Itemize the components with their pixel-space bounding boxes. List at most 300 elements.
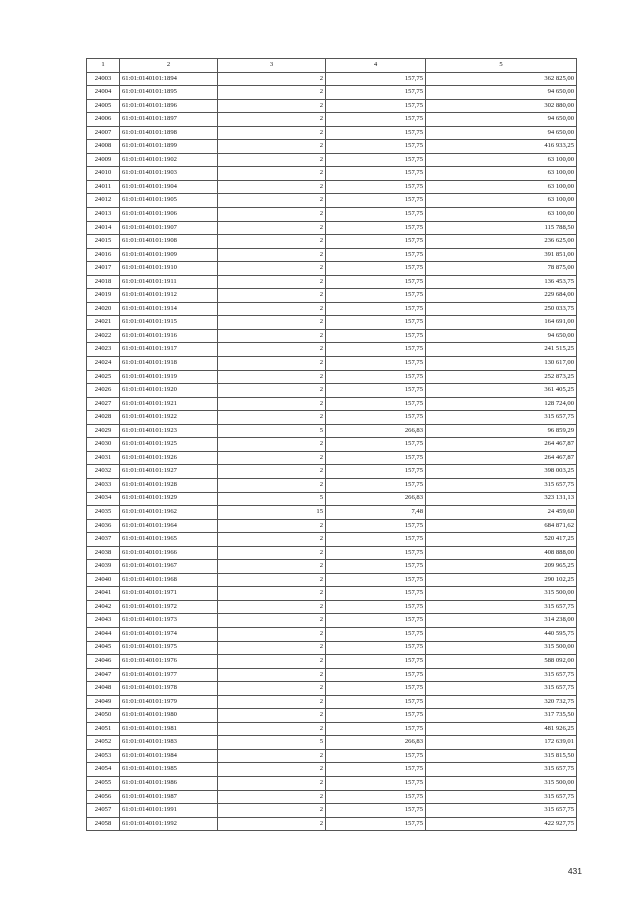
amount-value-cell: 136 453,75: [426, 275, 577, 289]
cadastral-number-cell: 61:01:0140101:1895: [120, 86, 218, 100]
table-row: [87, 343, 577, 357]
cadastral-number-cell: 61:01:0140101:1912: [120, 289, 218, 303]
count-value-cell: 5: [218, 424, 326, 438]
amount-value-cell: 252 873,25: [426, 370, 577, 384]
table-row: [87, 695, 577, 709]
amount-value-cell: 398 003,25: [426, 465, 577, 479]
amount-value-cell: 416 933,25: [426, 140, 577, 154]
count-value-cell: 2: [218, 614, 326, 628]
table-row: [87, 709, 577, 723]
rate-value-cell: 157,75: [326, 126, 426, 140]
table-row: [87, 682, 577, 696]
count-value-cell: 2: [218, 194, 326, 208]
count-value-cell: 2: [218, 411, 326, 425]
count-value-cell: 2: [218, 695, 326, 709]
cadastral-number-cell: 61:01:0140101:1971: [120, 587, 218, 601]
cadastral-number-cell: 61:01:0140101:1916: [120, 329, 218, 343]
row-number-cell: 24040: [87, 573, 120, 587]
cadastral-number-cell: 61:01:0140101:1914: [120, 302, 218, 316]
row-number-cell: 24003: [87, 72, 120, 86]
amount-value-cell: 408 888,00: [426, 546, 577, 560]
count-value-cell: 2: [218, 262, 326, 276]
amount-value-cell: 361 405,25: [426, 384, 577, 398]
rate-value-cell: 157,75: [326, 722, 426, 736]
rate-value-cell: 157,75: [326, 235, 426, 249]
row-number-cell: 24041: [87, 587, 120, 601]
cadastral-number-cell: 61:01:0140101:1979: [120, 695, 218, 709]
amount-value-cell: 315 657,75: [426, 668, 577, 682]
rate-value-cell: 7,48: [326, 506, 426, 520]
amount-value-cell: 315 500,00: [426, 776, 577, 790]
row-number-cell: 24031: [87, 451, 120, 465]
cadastral-number-cell: 61:01:0140101:1908: [120, 235, 218, 249]
rate-value-cell: 157,75: [326, 695, 426, 709]
count-value-cell: 2: [218, 573, 326, 587]
count-value-cell: 2: [218, 316, 326, 330]
table-row: [87, 438, 577, 452]
cadastral-number-cell: 61:01:0140101:1980: [120, 709, 218, 723]
rate-value-cell: 157,75: [326, 614, 426, 628]
rate-value-cell: 157,75: [326, 113, 426, 127]
table-row: [87, 478, 577, 492]
amount-value-cell: 78 875,00: [426, 262, 577, 276]
count-value-cell: 5: [218, 492, 326, 506]
table-row: [87, 275, 577, 289]
table-row: [87, 763, 577, 777]
amount-value-cell: 241 515,25: [426, 343, 577, 357]
count-value-cell: 2: [218, 600, 326, 614]
table-row: [87, 221, 577, 235]
cadastral-number-cell: 61:01:0140101:1894: [120, 72, 218, 86]
rate-value-cell: 157,75: [326, 397, 426, 411]
row-number-cell: 24048: [87, 682, 120, 696]
count-value-cell: 2: [218, 465, 326, 479]
count-value-cell: 2: [218, 208, 326, 222]
rate-value-cell: 157,75: [326, 709, 426, 723]
count-value-cell: 2: [218, 790, 326, 804]
rate-value-cell: 157,75: [326, 627, 426, 641]
amount-value-cell: 315 657,75: [426, 478, 577, 492]
cadastral-number-cell: 61:01:0140101:1976: [120, 655, 218, 669]
row-number-cell: 24026: [87, 384, 120, 398]
rate-value-cell: 157,75: [326, 248, 426, 262]
count-value-cell: 15: [218, 506, 326, 520]
row-number-cell: 24004: [87, 86, 120, 100]
table-row: [87, 587, 577, 601]
amount-value-cell: 315 657,75: [426, 790, 577, 804]
column-header-5: 5: [426, 59, 577, 73]
row-number-cell: 24058: [87, 817, 120, 831]
cadastral-number-cell: 61:01:0140101:1977: [120, 668, 218, 682]
table-row: [87, 329, 577, 343]
table-row: [87, 804, 577, 818]
count-value-cell: 2: [218, 804, 326, 818]
amount-value-cell: 63 100,00: [426, 153, 577, 167]
rate-value-cell: 157,75: [326, 208, 426, 222]
cadastral-number-cell: 61:01:0140101:1966: [120, 546, 218, 560]
amount-value-cell: 24 459,60: [426, 506, 577, 520]
count-value-cell: 2: [218, 235, 326, 249]
table-row: [87, 655, 577, 669]
row-number-cell: 24014: [87, 221, 120, 235]
column-header-1: 1: [87, 59, 120, 73]
row-number-cell: 24055: [87, 776, 120, 790]
count-value-cell: 2: [218, 126, 326, 140]
table-row: [87, 749, 577, 763]
row-number-cell: 24008: [87, 140, 120, 154]
count-value-cell: 2: [218, 180, 326, 194]
amount-value-cell: 315 657,75: [426, 804, 577, 818]
cadastral-number-cell: 61:01:0140101:1923: [120, 424, 218, 438]
amount-value-cell: 684 871,62: [426, 519, 577, 533]
rate-value-cell: 157,75: [326, 776, 426, 790]
rate-value-cell: 157,75: [326, 560, 426, 574]
rate-value-cell: 157,75: [326, 478, 426, 492]
cadastral-number-cell: 61:01:0140101:1991: [120, 804, 218, 818]
amount-value-cell: 94 650,00: [426, 126, 577, 140]
cadastral-number-cell: 61:01:0140101:1897: [120, 113, 218, 127]
rate-value-cell: 157,75: [326, 140, 426, 154]
amount-value-cell: 96 859,29: [426, 424, 577, 438]
amount-value-cell: 314 238,00: [426, 614, 577, 628]
cadastral-number-cell: 61:01:0140101:1965: [120, 533, 218, 547]
count-value-cell: 2: [218, 167, 326, 181]
cadastral-number-cell: 61:01:0140101:1972: [120, 600, 218, 614]
count-value-cell: 2: [218, 722, 326, 736]
cadastral-number-cell: 61:01:0140101:1983: [120, 736, 218, 750]
amount-value-cell: 481 926,25: [426, 722, 577, 736]
cadastral-number-cell: 61:01:0140101:1975: [120, 641, 218, 655]
amount-value-cell: 115 788,50: [426, 221, 577, 235]
table-row: [87, 397, 577, 411]
amount-value-cell: 290 102,25: [426, 573, 577, 587]
table-row: [87, 627, 577, 641]
table-row: [87, 533, 577, 547]
rate-value-cell: 157,75: [326, 72, 426, 86]
cadastral-number-cell: 61:01:0140101:1920: [120, 384, 218, 398]
count-value-cell: 2: [218, 357, 326, 371]
table-row: [87, 208, 577, 222]
cadastral-number-cell: 61:01:0140101:1904: [120, 180, 218, 194]
table-row: [87, 465, 577, 479]
amount-value-cell: 63 100,00: [426, 167, 577, 181]
cadastral-number-cell: 61:01:0140101:1902: [120, 153, 218, 167]
table-row: [87, 99, 577, 113]
rate-value-cell: 157,75: [326, 465, 426, 479]
table-row: [87, 86, 577, 100]
table-row: [87, 316, 577, 330]
count-value-cell: 2: [218, 86, 326, 100]
count-value-cell: 2: [218, 329, 326, 343]
rate-value-cell: 157,75: [326, 86, 426, 100]
table-row: [87, 519, 577, 533]
count-value-cell: 2: [218, 627, 326, 641]
count-value-cell: 2: [218, 682, 326, 696]
amount-value-cell: 315 500,00: [426, 641, 577, 655]
row-number-cell: 24017: [87, 262, 120, 276]
row-number-cell: 24032: [87, 465, 120, 479]
rate-value-cell: 266,83: [326, 424, 426, 438]
rate-value-cell: 157,75: [326, 357, 426, 371]
cadastral-number-cell: 61:01:0140101:1985: [120, 763, 218, 777]
amount-value-cell: 315 657,75: [426, 600, 577, 614]
row-number-cell: 24047: [87, 668, 120, 682]
rate-value-cell: 157,75: [326, 655, 426, 669]
amount-value-cell: 315 500,00: [426, 587, 577, 601]
count-value-cell: 2: [218, 560, 326, 574]
cadastral-number-cell: 61:01:0140101:1927: [120, 465, 218, 479]
table-row: [87, 126, 577, 140]
row-number-cell: 24022: [87, 329, 120, 343]
rate-value-cell: 157,75: [326, 519, 426, 533]
table-row: [87, 492, 577, 506]
table-row: [87, 722, 577, 736]
rate-value-cell: 157,75: [326, 533, 426, 547]
row-number-cell: 24007: [87, 126, 120, 140]
row-number-cell: 24046: [87, 655, 120, 669]
count-value-cell: 2: [218, 668, 326, 682]
count-value-cell: 2: [218, 817, 326, 831]
amount-value-cell: 315 657,75: [426, 763, 577, 777]
cadastral-number-cell: 61:01:0140101:1903: [120, 167, 218, 181]
rate-value-cell: 157,75: [326, 790, 426, 804]
cadastral-number-cell: 61:01:0140101:1911: [120, 275, 218, 289]
table-row: [87, 140, 577, 154]
count-value-cell: 2: [218, 289, 326, 303]
cadastral-number-cell: 61:01:0140101:1919: [120, 370, 218, 384]
count-value-cell: 2: [218, 546, 326, 560]
count-value-cell: 2: [218, 384, 326, 398]
row-number-cell: 24020: [87, 302, 120, 316]
column-header-3: 3: [218, 59, 326, 73]
count-value-cell: 2: [218, 533, 326, 547]
rate-value-cell: 266,83: [326, 492, 426, 506]
amount-value-cell: 302 880,00: [426, 99, 577, 113]
count-value-cell: 2: [218, 451, 326, 465]
table-row: [87, 641, 577, 655]
cadastral-number-cell: 61:01:0140101:1926: [120, 451, 218, 465]
rate-value-cell: 157,75: [326, 384, 426, 398]
amount-value-cell: 164 691,00: [426, 316, 577, 330]
table-body: [87, 72, 577, 831]
row-number-cell: 24015: [87, 235, 120, 249]
count-value-cell: 2: [218, 221, 326, 235]
header-row: [87, 59, 577, 73]
cadastral-number-cell: 61:01:0140101:1896: [120, 99, 218, 113]
cadastral-number-cell: 61:01:0140101:1964: [120, 519, 218, 533]
cadastral-number-cell: 61:01:0140101:1984: [120, 749, 218, 763]
cadastral-number-cell: 61:01:0140101:1905: [120, 194, 218, 208]
count-value-cell: 2: [218, 519, 326, 533]
count-value-cell: 2: [218, 776, 326, 790]
count-value-cell: 2: [218, 641, 326, 655]
rate-value-cell: 157,75: [326, 343, 426, 357]
table-row: [87, 180, 577, 194]
rate-value-cell: 157,75: [326, 370, 426, 384]
count-value-cell: 2: [218, 248, 326, 262]
table-header: [87, 59, 577, 73]
table-row: [87, 451, 577, 465]
row-number-cell: 24036: [87, 519, 120, 533]
amount-value-cell: 264 467,87: [426, 451, 577, 465]
row-number-cell: 24023: [87, 343, 120, 357]
cadastral-number-cell: 61:01:0140101:1918: [120, 357, 218, 371]
amount-value-cell: 391 851,00: [426, 248, 577, 262]
row-number-cell: 24054: [87, 763, 120, 777]
amount-value-cell: 63 100,00: [426, 194, 577, 208]
cadastral-number-cell: 61:01:0140101:1973: [120, 614, 218, 628]
table-row: [87, 790, 577, 804]
row-number-cell: 24038: [87, 546, 120, 560]
count-value-cell: 2: [218, 153, 326, 167]
rate-value-cell: 266,83: [326, 736, 426, 750]
table-row: [87, 370, 577, 384]
cadastral-number-cell: 61:01:0140101:1967: [120, 560, 218, 574]
table-row: [87, 167, 577, 181]
table-row: [87, 614, 577, 628]
rate-value-cell: 157,75: [326, 641, 426, 655]
cadastral-number-cell: 61:01:0140101:1906: [120, 208, 218, 222]
row-number-cell: 24030: [87, 438, 120, 452]
row-number-cell: 24045: [87, 641, 120, 655]
cadastral-number-cell: 61:01:0140101:1917: [120, 343, 218, 357]
table-row: [87, 668, 577, 682]
rate-value-cell: 157,75: [326, 546, 426, 560]
rate-value-cell: 157,75: [326, 817, 426, 831]
amount-value-cell: 315 657,75: [426, 411, 577, 425]
table-row: [87, 411, 577, 425]
cadastral-number-cell: 61:01:0140101:1915: [120, 316, 218, 330]
cadastral-number-cell: 61:01:0140101:1921: [120, 397, 218, 411]
rate-value-cell: 157,75: [326, 194, 426, 208]
amount-value-cell: 94 650,00: [426, 113, 577, 127]
table-row: [87, 235, 577, 249]
count-value-cell: 5: [218, 736, 326, 750]
cadastral-number-cell: 61:01:0140101:1986: [120, 776, 218, 790]
count-value-cell: 2: [218, 140, 326, 154]
row-number-cell: 24016: [87, 248, 120, 262]
rate-value-cell: 157,75: [326, 262, 426, 276]
table-row: [87, 546, 577, 560]
column-header-2: 2: [120, 59, 218, 73]
row-number-cell: 24011: [87, 180, 120, 194]
row-number-cell: 24050: [87, 709, 120, 723]
cadastral-number-cell: 61:01:0140101:1910: [120, 262, 218, 276]
amount-value-cell: 315 815,50: [426, 749, 577, 763]
page-number: 431: [567, 866, 582, 876]
rate-value-cell: 157,75: [326, 573, 426, 587]
count-value-cell: 2: [218, 749, 326, 763]
amount-value-cell: 323 131,13: [426, 492, 577, 506]
row-number-cell: 24025: [87, 370, 120, 384]
rate-value-cell: 157,75: [326, 289, 426, 303]
table-row: [87, 194, 577, 208]
cadastral-number-cell: 61:01:0140101:1987: [120, 790, 218, 804]
amount-value-cell: 320 732,75: [426, 695, 577, 709]
amount-value-cell: 250 033,75: [426, 302, 577, 316]
row-number-cell: 24049: [87, 695, 120, 709]
amount-value-cell: 362 825,00: [426, 72, 577, 86]
rate-value-cell: 157,75: [326, 167, 426, 181]
rate-value-cell: 157,75: [326, 411, 426, 425]
row-number-cell: 24013: [87, 208, 120, 222]
rate-value-cell: 157,75: [326, 329, 426, 343]
table-row: [87, 384, 577, 398]
cadastral-number-cell: 61:01:0140101:1928: [120, 478, 218, 492]
table-row: [87, 248, 577, 262]
table-row: [87, 357, 577, 371]
rate-value-cell: 157,75: [326, 668, 426, 682]
count-value-cell: 2: [218, 72, 326, 86]
count-value-cell: 2: [218, 397, 326, 411]
table-row: [87, 289, 577, 303]
table-row: [87, 506, 577, 520]
row-number-cell: 24028: [87, 411, 120, 425]
amount-value-cell: 63 100,00: [426, 180, 577, 194]
row-number-cell: 24051: [87, 722, 120, 736]
rate-value-cell: 157,75: [326, 275, 426, 289]
cadastral-number-cell: 61:01:0140101:1899: [120, 140, 218, 154]
count-value-cell: 2: [218, 302, 326, 316]
count-value-cell: 2: [218, 478, 326, 492]
cadastral-number-cell: 61:01:0140101:1968: [120, 573, 218, 587]
rate-value-cell: 157,75: [326, 749, 426, 763]
cadastral-number-cell: 61:01:0140101:1962: [120, 506, 218, 520]
table-row: [87, 776, 577, 790]
row-number-cell: 24019: [87, 289, 120, 303]
count-value-cell: 2: [218, 587, 326, 601]
count-value-cell: 2: [218, 275, 326, 289]
row-number-cell: 24053: [87, 749, 120, 763]
amount-value-cell: 317 735,50: [426, 709, 577, 723]
data-table: [86, 58, 577, 831]
amount-value-cell: 588 092,00: [426, 655, 577, 669]
table-row: [87, 302, 577, 316]
rate-value-cell: 157,75: [326, 316, 426, 330]
rate-value-cell: 157,75: [326, 302, 426, 316]
row-number-cell: 24056: [87, 790, 120, 804]
table-row: [87, 560, 577, 574]
cadastral-number-cell: 61:01:0140101:1922: [120, 411, 218, 425]
row-number-cell: 24024: [87, 357, 120, 371]
row-number-cell: 24018: [87, 275, 120, 289]
rate-value-cell: 157,75: [326, 99, 426, 113]
row-number-cell: 24009: [87, 153, 120, 167]
row-number-cell: 24006: [87, 113, 120, 127]
count-value-cell: 2: [218, 709, 326, 723]
cadastral-number-cell: 61:01:0140101:1907: [120, 221, 218, 235]
rate-value-cell: 157,75: [326, 600, 426, 614]
table-row: [87, 424, 577, 438]
table-row: [87, 72, 577, 86]
cadastral-number-cell: 61:01:0140101:1925: [120, 438, 218, 452]
count-value-cell: 2: [218, 113, 326, 127]
row-number-cell: 24057: [87, 804, 120, 818]
table-row: [87, 153, 577, 167]
rate-value-cell: 157,75: [326, 587, 426, 601]
amount-value-cell: 440 595,75: [426, 627, 577, 641]
row-number-cell: 24052: [87, 736, 120, 750]
cadastral-number-cell: 61:01:0140101:1974: [120, 627, 218, 641]
row-number-cell: 24033: [87, 478, 120, 492]
count-value-cell: 2: [218, 763, 326, 777]
count-value-cell: 2: [218, 438, 326, 452]
rate-value-cell: 157,75: [326, 221, 426, 235]
amount-value-cell: 315 657,75: [426, 682, 577, 696]
amount-value-cell: 422 927,75: [426, 817, 577, 831]
row-number-cell: 24037: [87, 533, 120, 547]
amount-value-cell: 130 617,00: [426, 357, 577, 371]
